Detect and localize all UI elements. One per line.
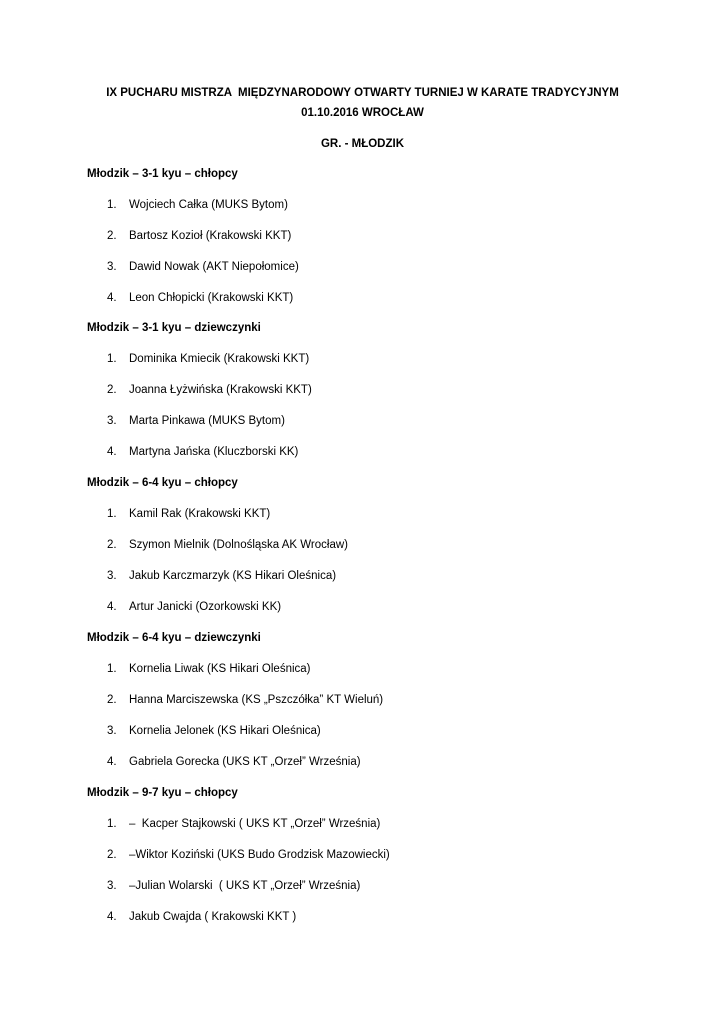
list-item [107, 880, 360, 892]
category-heading: Młodzik – 9-7 kyu – chłopcy [87, 787, 238, 799]
list-item [107, 199, 288, 211]
list-item [107, 508, 270, 520]
list-item-text: Kornelia Jelonek (KS Hikari Oleśnica) [129, 725, 321, 737]
document-date-location: 01.10.2016 WROCŁAW [301, 107, 424, 119]
list-item-text: Kornelia Liwak (KS Hikari Oleśnica) [129, 663, 311, 675]
list-item [107, 261, 299, 273]
group-heading: GR. - MŁODZIK [320, 138, 405, 150]
list-item-text: Jakub Karczmarzyk (KS Hikari Oleśnica) [129, 570, 337, 582]
list-number: 1. [107, 353, 117, 365]
list-item-text: Joanna Łyżwińska (Krakowski KKT) [129, 384, 312, 396]
category-heading: Młodzik – 6-4 kyu – dziewczynki [87, 632, 261, 644]
list-item-text: Artur Janicki (Ozorkowski KK) [129, 601, 282, 613]
list-item-text: Dominika Kmiecik (Krakowski KKT) [129, 353, 310, 365]
list-item-text: Gabriela Gorecka (UKS KT „Orzeł” Września) [129, 756, 361, 768]
list-item-text: Kamil Rak (Krakowski KKT) [129, 508, 271, 520]
list-number: 1. [107, 199, 117, 211]
list-item [107, 601, 281, 613]
list-number: 1. [107, 663, 117, 675]
list-item-text: –Julian Wolarski ( UKS KT „Orzeł” Września) [129, 880, 361, 892]
list-item [107, 384, 312, 396]
list-number: 4. [107, 756, 117, 768]
list-number: 2. [107, 230, 117, 242]
list-number: 4. [107, 911, 117, 923]
list-number: 3. [107, 725, 117, 737]
list-item [107, 446, 298, 458]
list-item-text: Martyna Jańska (Kluczborski KK) [129, 446, 299, 458]
list-item [107, 415, 285, 427]
list-item [107, 539, 348, 551]
list-item-text: Bartosz Kozioł (Krakowski KKT) [129, 230, 292, 242]
list-item [107, 353, 309, 365]
list-item [107, 694, 383, 706]
list-item [107, 230, 291, 242]
document-title: IX PUCHARU MISTRZA MIĘDZYNARODOWY OTWARTY TURNIEJ W KARATE TRADYCYJNYM [106, 87, 619, 99]
list-item [107, 725, 321, 737]
list-number: 2. [107, 849, 117, 861]
list-item-text: Jakub Cwajda ( Krakowski KKT ) [129, 911, 297, 923]
category-heading: Młodzik – 6-4 kyu – chłopcy [87, 477, 238, 489]
list-number: 2. [107, 384, 117, 396]
list-item [107, 911, 296, 923]
list-item-text: Leon Chłopicki (Krakowski KKT) [129, 292, 294, 304]
list-number: 4. [107, 601, 117, 613]
list-number: 3. [107, 570, 117, 582]
list-item [107, 818, 380, 830]
list-item [107, 292, 293, 304]
list-number: 3. [107, 415, 117, 427]
list-item [107, 570, 336, 582]
list-item-text: – Kacper Stajkowski ( UKS KT „Orzeł” Września) [129, 818, 381, 830]
list-number: 2. [107, 539, 117, 551]
list-item-text: Marta Pinkawa (MUKS Bytom) [129, 415, 285, 427]
list-number: 3. [107, 880, 117, 892]
list-number: 2. [107, 694, 117, 706]
list-item [107, 756, 361, 768]
list-item [107, 849, 390, 861]
category-heading: Młodzik – 3-1 kyu – chłopcy [87, 168, 238, 180]
category-heading: Młodzik – 3-1 kyu – dziewczynki [87, 322, 261, 334]
list-item [107, 663, 311, 675]
list-number: 1. [107, 818, 117, 830]
list-number: 3. [107, 261, 117, 273]
list-item-text: –Wiktor Koziński (UKS Budo Grodzisk Mazowiecki) [129, 849, 390, 861]
list-number: 4. [107, 292, 117, 304]
list-number: 4. [107, 446, 117, 458]
list-item-text: Hanna Marciszewska (KS „Pszczółka” KT Wieluń) [129, 694, 384, 706]
list-number: 1. [107, 508, 117, 520]
list-item-text: Dawid Nowak (AKT Niepołomice) [129, 261, 299, 273]
list-item-text: Wojciech Całka (MUKS Bytom) [129, 199, 288, 211]
list-item-text: Szymon Mielnik (Dolnośląska AK Wrocław) [129, 539, 348, 551]
